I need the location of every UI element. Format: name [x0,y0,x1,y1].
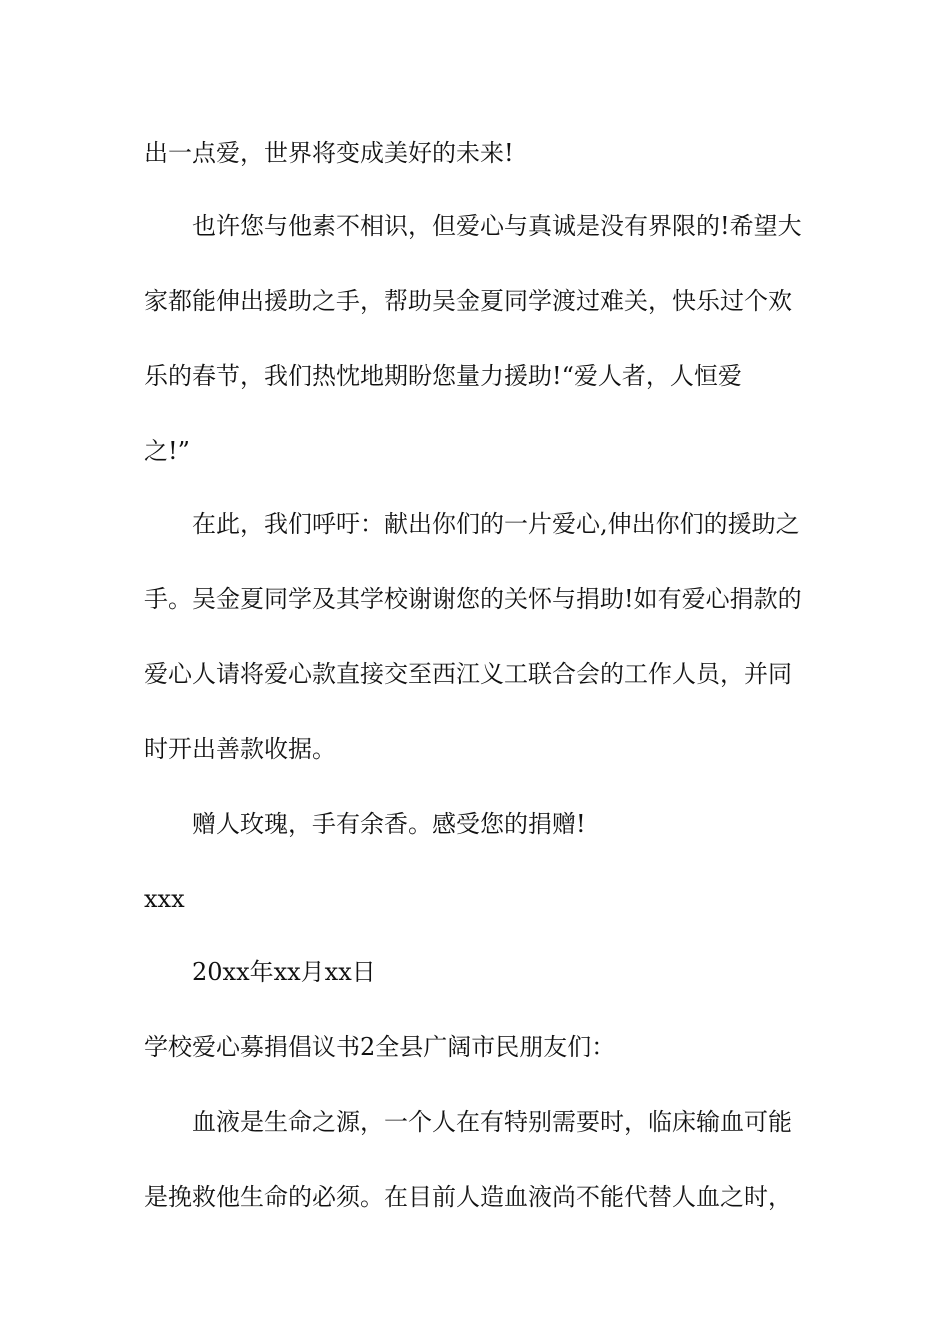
text-line: 之!” [144,437,190,465]
text-line: 是挽救他生命的必须。在目前人造血液尚不能代替人血之时， [144,1183,792,1211]
text-line: 家都能伸出援助之手，帮助吴金夏同学渡过难关，快乐过个欢 [144,287,792,315]
paragraph-first-line: 赠人玫瑰，手有余香。感受您的捐赠! [192,810,586,838]
text-line: 乐的春节，我们热忱地期盼您量力援助!“爱人者，人恒爱 [144,362,742,390]
text-line: 时开出善款收据。 [144,735,336,763]
signature-date: 20xx年xx月xx日 [192,958,376,986]
paragraph-first-line: 血液是生命之源，一个人在有特别需要时，临床输血可能 [192,1108,792,1136]
signature-name: xxx [144,885,185,913]
text-line: 爱心人请将爱心款直接交至西江义工联合会的工作人员，并同 [144,660,792,688]
paragraph-first-line: 在此，我们呼吁：献出你们的一片爱心,伸出你们的援助之 [192,510,800,538]
section-heading: 学校爱心募捐倡议书2全县广阔市民朋友们： [144,1033,616,1061]
text-line: 手。吴金夏同学及其学校谢谢您的关怀与捐助!如有爱心捐款的 [144,585,802,613]
paragraph-first-line: 也许您与他素不相识，但爱心与真诚是没有界限的!希望大 [192,212,802,240]
text-line: 出一点爱，世界将变成美好的未来! [144,139,514,167]
